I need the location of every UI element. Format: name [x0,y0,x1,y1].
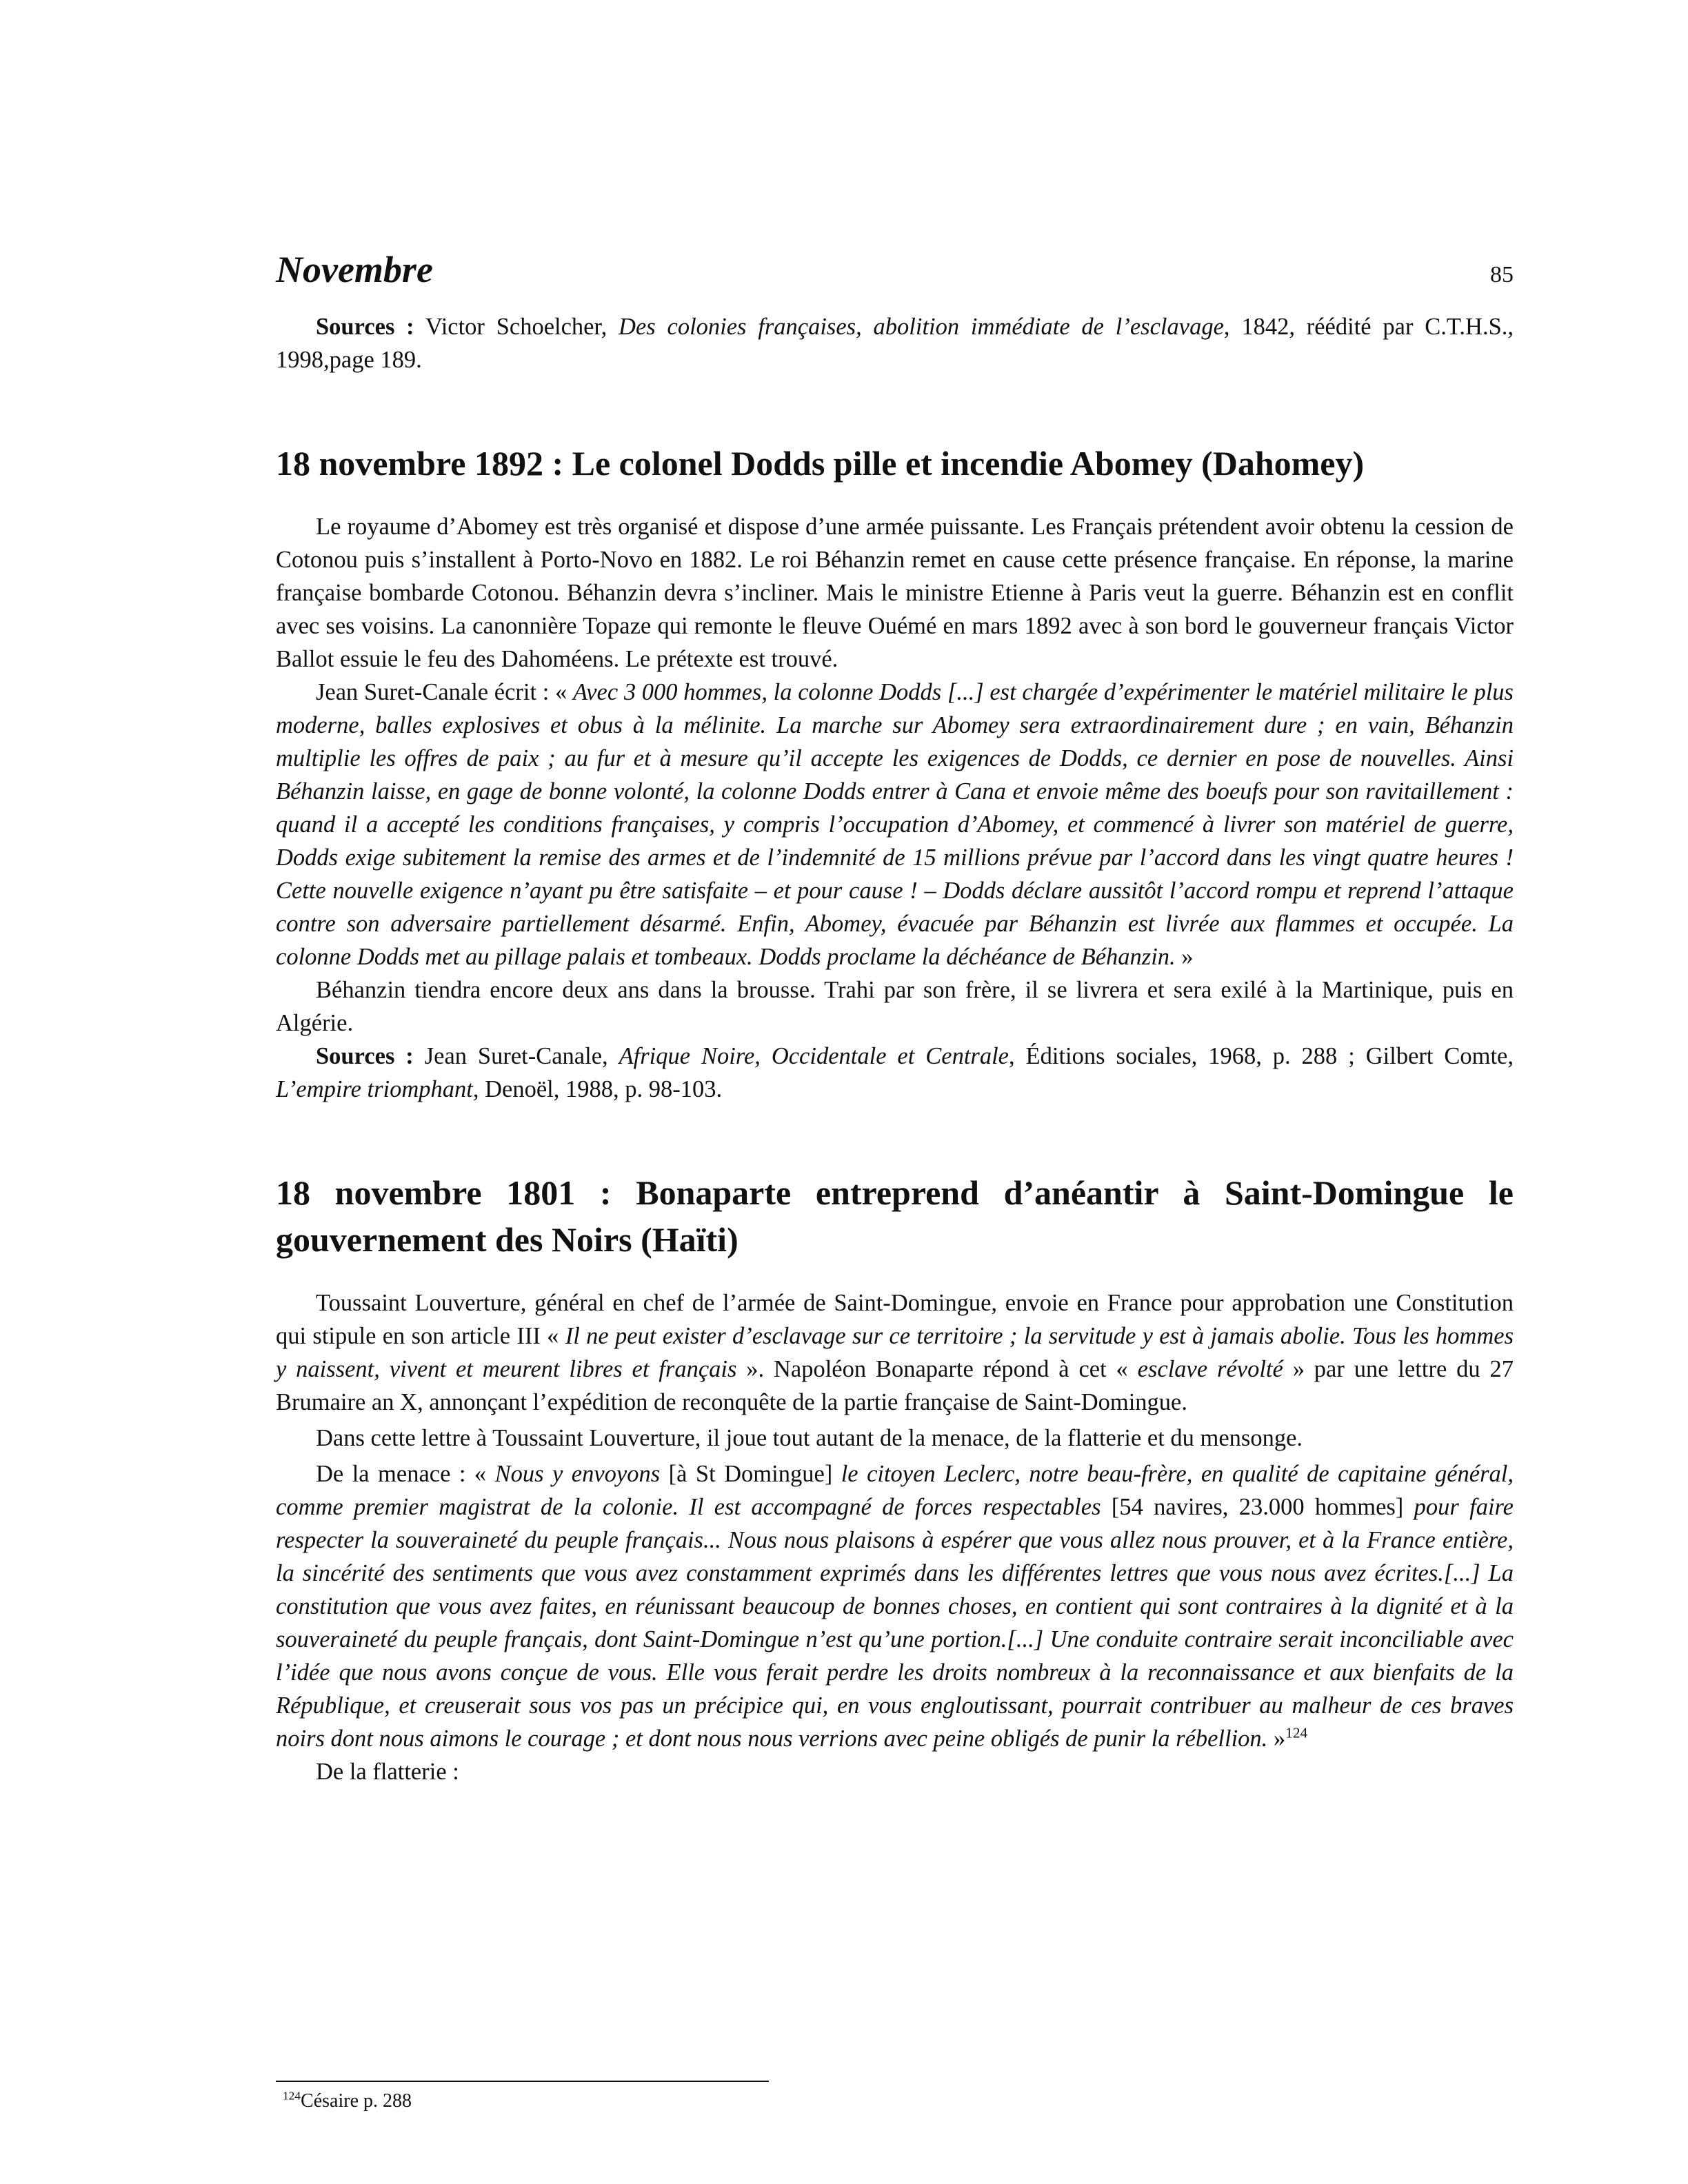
paragraph: De la flatterie : [316,1759,459,1785]
section-title-1892: 18 novembre 1892 : Le colonel Dodds pille et incendie Abomey (Dahomey) [276,444,1365,483]
page-number: 85 [1490,262,1514,287]
sources-label: Sources : [316,1043,414,1069]
section-sources: Sources : Jean Suret-Canale, Afrique Noire, Occidentale et Centrale, Éditions sociales, 1968, p. 288 ; Gilbert Comte, L’empire triomphant, Denoël, 1988, p. 98-103. [276,1043,1514,1102]
document-page [276,248,1514,1788]
running-title: Novembre [276,249,433,290]
footnote-reference: 124 [1285,1724,1308,1741]
quote-paragraph: Jean Suret-Canale écrit : « Avec 3 000 hommes, la colonne Dodds [...] est chargée d’expérimenter le matériel militaire le plus moderne, balles explosives et obus à la mélinite. La marche sur Abomey sera extraordinairement dure ; en vain, Béhanzin multiplie les offres de paix ; au fur et à mesure qu’il accepte les exigences de Dodds, ce dernier en pose de nouvelles. Ainsi Béhanzin laisse, en gage de bonne volonté, la colonne Dodds entrer à Cana et envoie même des boeufs pour son ravitaillement : quand il a accepté les conditions françaises, y compris l’occupation d’Abomey, et commencé à livrer son matériel de guerre, Dodds exige subitement la remise des armes et de l’indemnité de 15 millions prévue par l’accord dans les vingt quatre heures ! Cette nouvelle exigence n’ayant pu être satisfaite – et pour cause ! – Dodds déclare aussitôt l’accord rompu et reprend l’attaque contre son adversaire partiellement désarmé. Enfin, Abomey, évacuée par Béhanzin est livrée aux flammes et occupée. La colonne Dodds met au pillage palais et tombeaux. Dodds proclame la déchéance de Béhanzin. » [276,679,1514,970]
paragraph: Dans cette lettre à Toussaint Louverture, il joue tout autant de la menace, de la flatterie et du mensonge. [316,1425,1303,1451]
quote-paragraph: De la menace : « Nous y envoyons [à St Domingue] le citoyen Leclerc, notre beau-frère, en qualité de capitaine général, comme premier magistrat de la colonie. Il est accompagné de forces respectables [54 navires, 23.000 hommes] pour faire respecter la souveraineté du peuple français... Nous nous plaisons à espérer que vous allez nous prouver, et à la France entière, la sincérité des sentiments que vous avez constamment exprimés dans les différentes lettres que vous nous avez écrites.[...] La constitution que vous avez faites, en réunissant beaucoup de bonnes choses, en contient qui sont contraires à la dignité et à la souveraineté du peuple français, dont Saint-Domingue n’est qu’une portion.[...] Une conduite contraire serait inconciliable avec l’idée que nous avons conçue de vous. Elle vous ferait perdre les droits nombreux à la reconnaissance et aux bienfaits de la République, et creuserait sous vos pas un précipice qui, en vous engloutissant, pourrait contribuer au malheur de ces braves noirs dont nous aimons le courage ; et dont nous nous verrions avec peine obligés de punir la rébellion. »$^{124}$ [276,1461,1514,1752]
running-header [276,248,1514,303]
paragraph: Le royaume d’Abomey est très organisé et dispose d’une armée puissante. Les Français prétendent avoir obtenu la cession de Cotonou puis s’installent à Porto-Novo en 1882. Le roi Béhanzin remet en cause cette présence française. En réponse, la marine française bombarde Cotonou. Béhanzin devra s’incliner. Mais le ministre Etienne à Paris veut la guerre. Béhanzin est en conflit avec ses voisins. La canonnière Topaze qui remonte le fleuve Ouémé en mars 1892 avec à son bord le gouverneur français Victor Ballot essuie le feu des Dahoméens. Le prétexte est trouvé. [276,514,1514,672]
footnote-divider [276,2081,769,2082]
section-title-1801: 18 novembre 1801 : Bonaparte entreprend d’anéantir à Saint-Domingue le gouvernement des Noirs (Haïti) [276,1173,1514,1259]
footnote [283,2087,412,2115]
footnote-number: 124 [283,2089,301,2103]
footnote-text: Césaire p. 288 [301,2090,412,2112]
source-title: Des colonies françaises, abolition immédiate de l’esclavage [619,314,1224,340]
paragraph: Béhanzin tiendra encore deux ans dans la brousse. Trahi par son frère, il se livrera et sera exilé à la Martinique, puis en Algérie. [276,977,1514,1036]
sources-label: Sources : [316,314,414,340]
paragraph: Toussaint Louverture, général en chef de l’armée de Saint-Domingue, envoie en France pour approbation une Constitution qui stipule en son article III « Il ne peut exister d’esclavage sur ce territoire ; la servitude y est à jamais abolie. Tous les hommes y naissent, vivent et meurent libres et français ». Napoléon Bonaparte répond à cet « esclave révolté » par une lettre du 27 Brumaire an X, annonçant l’expédition de reconquête de la partie française de Saint-Domingue. [276,1290,1514,1415]
intro-sources: Sources : Victor Schoelcher, Des colonies françaises, abolition immédiate de l’esclavage, 1842, réédité par C.T.H.S., 1998,page 189. [276,314,1514,373]
